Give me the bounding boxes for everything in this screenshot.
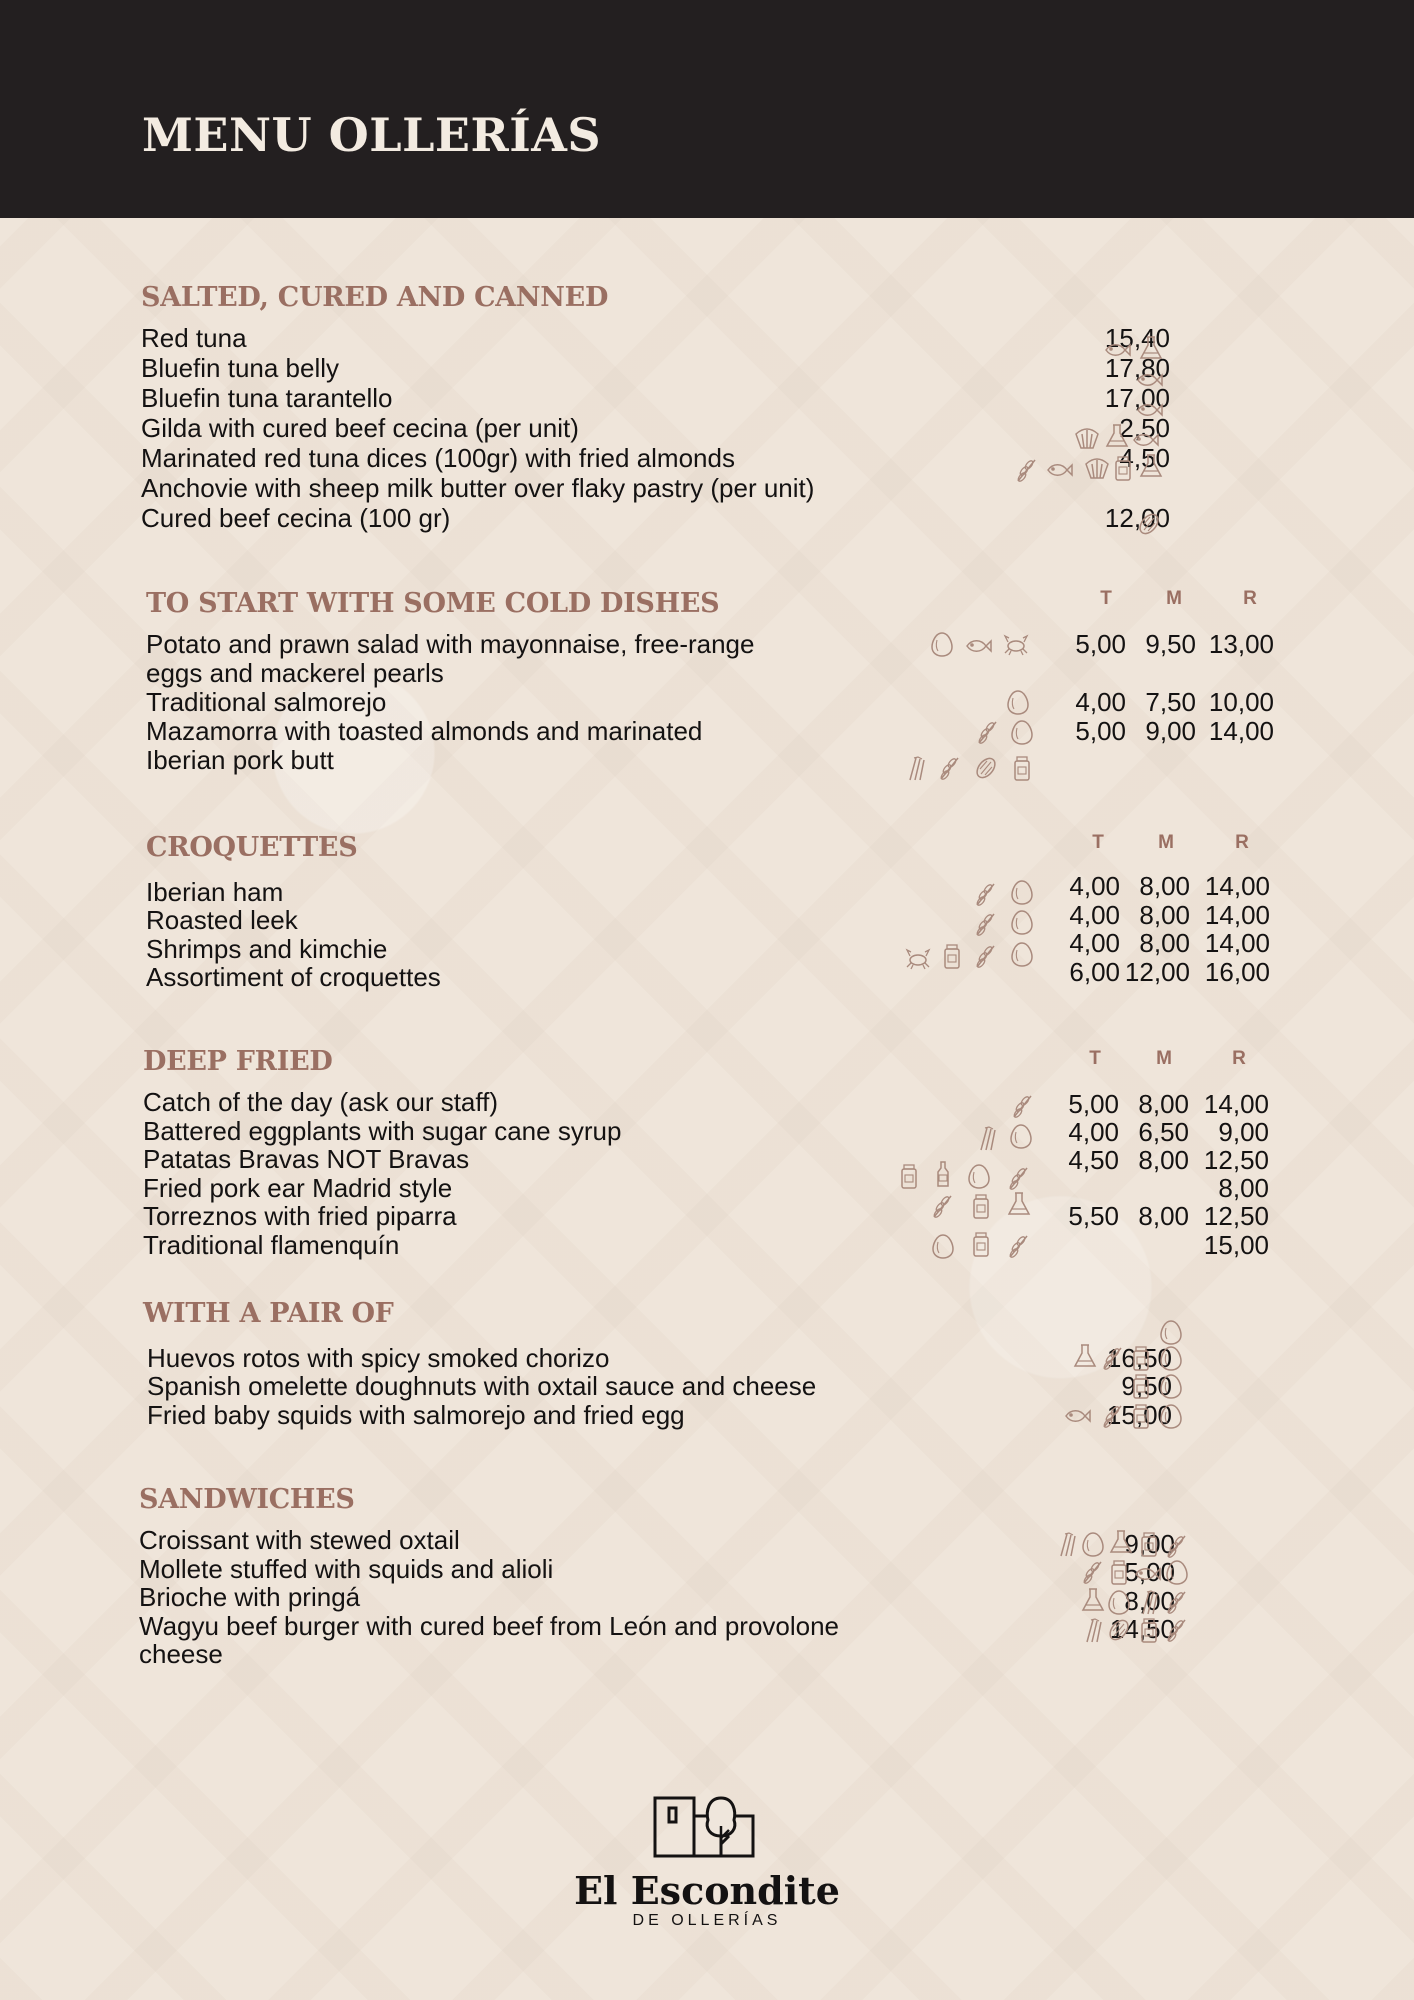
jar-icon <box>895 1162 923 1190</box>
header-bar <box>0 0 1414 218</box>
wheat-icon <box>1099 1344 1127 1372</box>
price-m: 12,00 <box>1124 957 1190 987</box>
item-price: 8,00 <box>1124 1586 1175 1616</box>
price-r: 14,00 <box>1203 1089 1269 1119</box>
egg-icon <box>1008 908 1036 936</box>
section-salted <box>141 282 1271 542</box>
jar-icon <box>938 942 966 970</box>
price-r: 14,00 <box>1204 928 1270 958</box>
flask-icon <box>1107 1528 1135 1556</box>
flask-icon <box>1137 452 1165 480</box>
fish-icon <box>1063 1402 1091 1430</box>
menu-item: Anchovie with sheep milk butter over flaky pastry (per unit) <box>141 473 815 503</box>
section-title: SALTED, CURED AND CANNED <box>141 282 609 313</box>
menu-item: Fried baby squids with salmorejo and fried egg <box>147 1400 685 1430</box>
bottle-icon <box>929 1160 957 1188</box>
item-price: 17,80 <box>1104 353 1170 383</box>
price-t: 4,50 <box>1068 1145 1119 1175</box>
menu-item: Assortiment of croquettes <box>146 962 441 992</box>
price-t: 5,00 <box>1075 629 1126 659</box>
section-title: CROQUETTES <box>146 832 358 863</box>
price-t: 4,00 <box>1069 928 1120 958</box>
price-m: 8,00 <box>1139 900 1190 930</box>
wheat-icon <box>1163 1532 1191 1560</box>
jar-icon <box>1109 454 1137 482</box>
wheat-icon <box>972 942 1000 970</box>
flask-icon <box>1005 1190 1033 1218</box>
menu-item: Iberian pork butt <box>146 745 334 775</box>
item-price: 2,50 <box>1119 413 1170 443</box>
column-head-m: M <box>1156 1048 1172 1069</box>
price-r: 14,00 <box>1208 716 1274 746</box>
egg-icon <box>1157 1318 1185 1346</box>
shell-icon <box>1073 424 1101 452</box>
celery-icon <box>902 754 930 782</box>
egg-icon <box>1105 1588 1133 1616</box>
column-head-t: T <box>1089 1048 1101 1069</box>
flask-icon <box>1103 422 1131 450</box>
wheat-icon <box>1099 1402 1127 1430</box>
price-r: 8,00 <box>1218 1173 1269 1203</box>
section-with-a-pair-of <box>143 1298 1273 1438</box>
egg-icon <box>1079 1530 1107 1558</box>
egg-icon <box>1007 1122 1035 1150</box>
nut-icon <box>972 754 1000 782</box>
nut-icon <box>1105 1616 1133 1644</box>
fish-icon <box>1131 426 1159 454</box>
item-price: 9,50 <box>1121 1371 1172 1401</box>
wheat-icon <box>936 754 964 782</box>
jar-icon <box>1127 1372 1155 1400</box>
price-t: 5,00 <box>1075 716 1126 746</box>
menu-item: Roasted leek <box>146 905 298 935</box>
menu-item: Fried pork ear Madrid style <box>143 1173 453 1203</box>
price-r: 12,50 <box>1203 1201 1269 1231</box>
wheat-icon <box>929 1192 957 1220</box>
jar-icon <box>1008 754 1036 782</box>
menu-item: Mazamorra with toasted almonds and marinated <box>146 716 703 746</box>
price-r: 15,00 <box>1203 1230 1269 1260</box>
brand-subtitle: DE OLLERÍAS <box>632 1912 782 1929</box>
jar-icon <box>1135 1530 1163 1558</box>
wheat-icon <box>1163 1588 1191 1616</box>
price-r: 14,00 <box>1204 871 1270 901</box>
item-price: 15,00 <box>1106 1400 1172 1430</box>
item-price: 9,00 <box>1124 1529 1175 1559</box>
egg-icon <box>965 1162 993 1190</box>
section-croquettes <box>146 832 1276 1002</box>
flask-icon <box>1071 1342 1099 1370</box>
menu-item: Torreznos with fried piparra <box>143 1201 457 1231</box>
item-price: 4,50 <box>1119 443 1170 473</box>
menu-item: Wagyu beef burger with cured beef from León and provolone <box>139 1611 840 1641</box>
section-title: TO START WITH SOME COLD DISHES <box>146 588 720 619</box>
price-t: 5,50 <box>1068 1201 1119 1231</box>
egg-icon <box>1008 940 1036 968</box>
column-head-r: R <box>1235 832 1249 853</box>
menu-item: Shrimps and kimchie <box>146 934 388 964</box>
price-m: 7,50 <box>1145 687 1196 717</box>
menu-item: Traditional salmorejo <box>146 687 387 717</box>
egg-icon <box>929 1232 957 1260</box>
price-m: 6,50 <box>1138 1117 1189 1147</box>
wheat-icon <box>1009 1092 1037 1120</box>
price-t: 4,00 <box>1069 900 1120 930</box>
nut-icon <box>1135 510 1163 538</box>
section-deep-fried <box>143 1046 1273 1266</box>
column-head-t: T <box>1100 588 1112 609</box>
menu-item: Gilda with cured beef cecina (per unit) <box>141 413 579 443</box>
menu-item: Mollete stuffed with squids and alioli <box>139 1554 554 1584</box>
menu-item: Spanish omelette doughnuts with oxtail sauce and cheese <box>147 1371 817 1401</box>
egg-icon <box>1004 688 1032 716</box>
crab-icon <box>904 944 932 972</box>
price-r: 12,50 <box>1203 1145 1269 1175</box>
menu-item: Battered eggplants with sugar cane syrup <box>143 1116 622 1146</box>
menu-item: Patatas Bravas NOT Bravas <box>143 1144 470 1174</box>
egg-icon <box>1163 1558 1191 1586</box>
wheat-icon <box>1013 456 1041 484</box>
menu-item: cheese <box>139 1639 223 1669</box>
jar-icon <box>1105 1558 1133 1586</box>
menu-item: Iberian ham <box>146 877 284 907</box>
fish-icon <box>1045 456 1073 484</box>
section-title: DEEP FRIED <box>143 1046 333 1077</box>
price-r: 10,00 <box>1208 687 1274 717</box>
celery-icon <box>1053 1530 1081 1558</box>
wheat-icon <box>972 880 1000 908</box>
celery-icon <box>1135 1588 1163 1616</box>
column-head-m: M <box>1158 832 1174 853</box>
celery-icon <box>973 1124 1001 1152</box>
price-m: 8,00 <box>1139 871 1190 901</box>
item-price: 16,50 <box>1106 1343 1172 1373</box>
item-price: 12,00 <box>1104 503 1170 533</box>
menu-item: eggs and mackerel pearls <box>146 658 444 688</box>
shell-icon <box>1083 454 1111 482</box>
brand-name: El Escondite <box>574 1868 840 1913</box>
price-m: 8,00 <box>1138 1201 1189 1231</box>
celery-icon <box>1079 1616 1107 1644</box>
column-head-m: M <box>1166 588 1182 609</box>
egg-icon <box>928 630 956 658</box>
jar-icon <box>1127 1344 1155 1372</box>
jar-icon <box>967 1192 995 1220</box>
menu-item: Cured beef cecina (100 gr) <box>141 503 451 533</box>
wheat-icon <box>1005 1232 1033 1260</box>
menu-item: Croissant with stewed oxtail <box>139 1525 460 1555</box>
item-price: 14,50 <box>1109 1614 1175 1644</box>
jar-icon <box>1135 1616 1163 1644</box>
menu-item: Bluefin tuna tarantello <box>141 383 393 413</box>
fish-icon <box>1135 396 1163 424</box>
item-price: 5,00 <box>1124 1557 1175 1587</box>
price-r: 13,00 <box>1208 629 1274 659</box>
price-m: 8,00 <box>1138 1145 1189 1175</box>
price-r: 14,00 <box>1204 900 1270 930</box>
fish-icon <box>1103 336 1131 364</box>
column-head-t: T <box>1092 832 1104 853</box>
section-title: WITH A PAIR OF <box>143 1298 394 1329</box>
column-head-r: R <box>1243 588 1257 609</box>
price-m: 8,00 <box>1138 1089 1189 1119</box>
egg-icon <box>1157 1372 1185 1400</box>
menu-item: Traditional flamenquín <box>143 1230 400 1260</box>
menu-item: Catch of the day (ask our staff) <box>143 1087 499 1117</box>
menu-item: Bluefin tuna belly <box>141 353 340 383</box>
wheat-icon <box>972 910 1000 938</box>
wheat-icon <box>974 718 1002 746</box>
page-title: MENU OLLERÍAS <box>142 108 602 162</box>
price-t: 4,00 <box>1069 871 1120 901</box>
fish-icon <box>964 632 992 660</box>
egg-icon <box>1008 878 1036 906</box>
jar-icon <box>1127 1402 1155 1430</box>
egg-icon <box>1157 1344 1185 1372</box>
egg-icon <box>1157 1402 1185 1430</box>
fish-icon <box>1133 1560 1161 1588</box>
section-title: SANDWICHES <box>139 1484 355 1515</box>
wheat-icon <box>1079 1558 1107 1586</box>
menu-item: Brioche with pringá <box>139 1582 361 1612</box>
price-t: 4,00 <box>1068 1117 1119 1147</box>
price-m: 8,00 <box>1139 928 1190 958</box>
menu-item: Red tuna <box>141 323 247 353</box>
item-price: 15,40 <box>1104 323 1170 353</box>
menu-item: Huevos rotos with spicy smoked chorizo <box>147 1343 610 1373</box>
price-r: 9,00 <box>1218 1117 1269 1147</box>
section-cold-dishes <box>146 588 1276 778</box>
price-t: 5,00 <box>1068 1089 1119 1119</box>
item-price: 17,00 <box>1104 383 1170 413</box>
egg-icon <box>1008 718 1036 746</box>
price-r: 16,00 <box>1204 957 1270 987</box>
section-sandwiches <box>139 1484 1273 1674</box>
flask-icon <box>1137 334 1165 362</box>
wheat-icon <box>1005 1164 1033 1192</box>
wheat-icon <box>1163 1616 1191 1644</box>
column-head-r: R <box>1232 1048 1246 1069</box>
price-m: 9,00 <box>1145 716 1196 746</box>
price-t: 6,00 <box>1069 957 1120 987</box>
fish-icon <box>1135 366 1163 394</box>
price-m: 9,50 <box>1145 629 1196 659</box>
menu-item: Marinated red tuna dices (100gr) with fried almonds <box>141 443 735 473</box>
jar-icon <box>967 1230 995 1258</box>
menu-item: Potato and prawn salad with mayonnaise, free-range <box>146 629 755 659</box>
flask-icon <box>1079 1586 1107 1614</box>
crab-icon <box>1002 630 1030 658</box>
price-t: 4,00 <box>1075 687 1126 717</box>
